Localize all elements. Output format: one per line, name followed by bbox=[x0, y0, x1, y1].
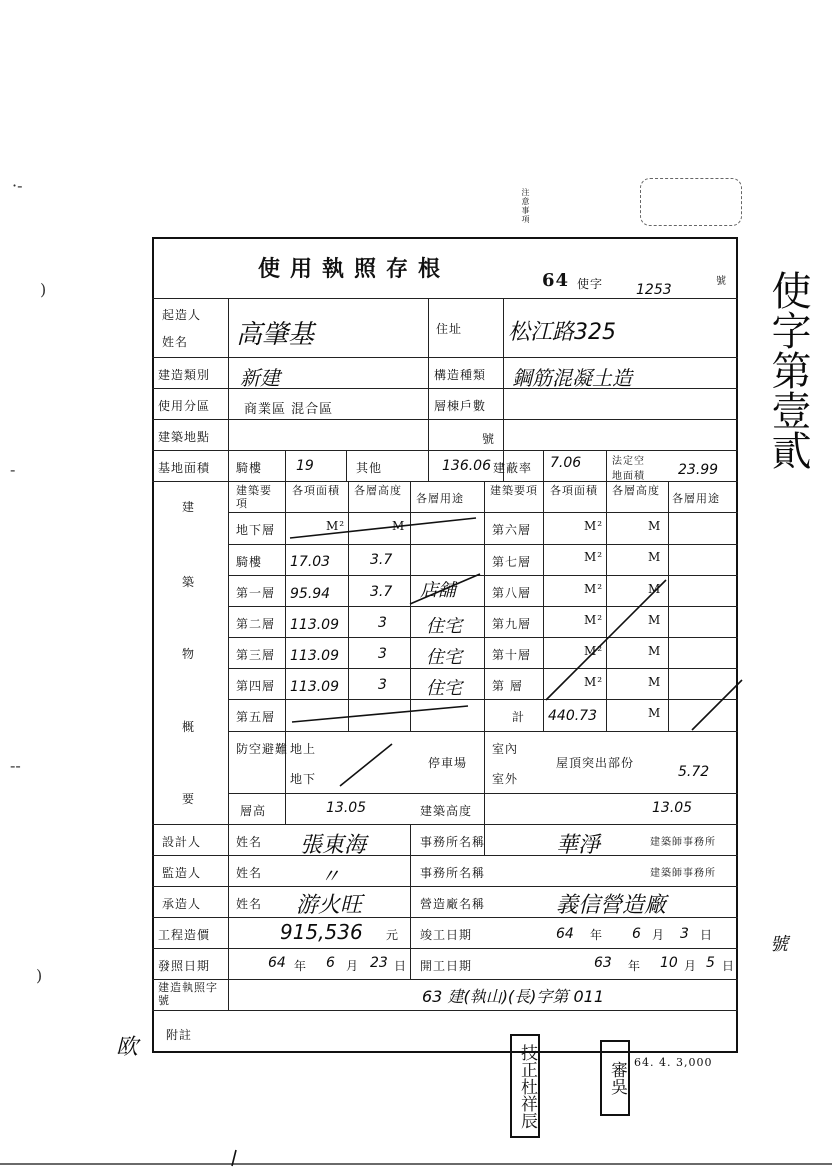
side-mark: 欧 bbox=[116, 1035, 139, 1060]
value-builder-address: 松江路325 bbox=[508, 320, 616, 345]
value-total-area: 440.73 bbox=[548, 708, 597, 724]
label-building-height: 建築高度 bbox=[420, 804, 473, 818]
completion-year-label: 年 bbox=[590, 928, 604, 942]
value-f3-height: 3 bbox=[378, 646, 387, 662]
label-other: 其他 bbox=[356, 461, 383, 475]
label-lot-no: 號 bbox=[482, 432, 496, 446]
permit-year: 64 bbox=[542, 270, 570, 291]
label-factory-name: 營造廠名稱 bbox=[420, 897, 486, 911]
label-building-2: 築 bbox=[182, 575, 196, 589]
label-building-5: 要 bbox=[182, 792, 196, 806]
issue-day-label: 日 bbox=[394, 959, 408, 973]
label-roof: 屋頂突出部份 bbox=[556, 756, 635, 770]
label-structure: 構造種類 bbox=[434, 368, 487, 382]
label-air-defense: 防空避難 bbox=[236, 742, 289, 756]
floor-label-9: 第九層 bbox=[492, 617, 532, 631]
unit-m-r4: M bbox=[648, 613, 662, 627]
unit-m2-r4: M² bbox=[584, 613, 604, 627]
start-year: 63 bbox=[594, 955, 612, 971]
right-note: 使字第壹貳 bbox=[765, 270, 811, 470]
value-f2-height: 3 bbox=[378, 615, 387, 631]
value-coverage: 7.06 bbox=[550, 455, 582, 471]
value-arcade-height: 3.7 bbox=[370, 552, 393, 568]
value-builder-name: 高肇基 bbox=[236, 320, 315, 350]
value-f4-area: 113.09 bbox=[290, 679, 339, 695]
label-arcade: 騎樓 bbox=[236, 461, 263, 475]
label-cost: 工程造價 bbox=[158, 928, 211, 942]
label-legal-open: 法定空地面積 bbox=[612, 456, 645, 482]
value-structure: 鋼筋混凝土造 bbox=[512, 366, 632, 390]
floor-label-2: 第二層 bbox=[236, 617, 276, 631]
value-roof: 5.72 bbox=[678, 764, 710, 780]
header-height: 各層高度 bbox=[354, 484, 402, 497]
header-height-2: 各層高度 bbox=[612, 484, 660, 497]
floor-label-10: 第十層 bbox=[492, 648, 532, 662]
completion-year: 64 bbox=[556, 926, 574, 942]
label-arch-office: 建築師事務所 bbox=[650, 837, 716, 848]
form-title: 使用執照存根 bbox=[258, 256, 451, 282]
completion-day-label: 日 bbox=[700, 928, 714, 942]
footer-print: 64. 4. 3,000 bbox=[634, 1056, 713, 1069]
value-f1-height: 3.7 bbox=[370, 584, 393, 600]
margin-mark: ) bbox=[36, 966, 43, 985]
unit-m: M bbox=[392, 519, 406, 533]
unit-m-r: M bbox=[648, 519, 662, 533]
label-arch-office-2: 建築師事務所 bbox=[650, 868, 716, 879]
value-designer: 張東海 bbox=[300, 833, 367, 858]
value-arcade-area: 17.03 bbox=[290, 554, 331, 570]
cost-unit: 元 bbox=[386, 928, 400, 942]
floor-label-8: 第八層 bbox=[492, 586, 532, 600]
unit-m-r2: M bbox=[648, 550, 662, 564]
right-note-2: 號 bbox=[770, 934, 788, 955]
unit-m2-r6: M² bbox=[584, 675, 604, 689]
label-building-4: 概 bbox=[182, 720, 196, 734]
value-site-area: 19 bbox=[296, 458, 314, 474]
value-f4-height: 3 bbox=[378, 677, 387, 693]
value-designer-office: 華淨 bbox=[556, 833, 601, 858]
stamp-inspector: 技正杜祥辰 bbox=[510, 1034, 540, 1138]
value-f2-use: 住宅 bbox=[426, 616, 462, 637]
unit-m-r3: M bbox=[648, 582, 662, 596]
unit-m2-r3: M² bbox=[584, 582, 604, 596]
label-supervisor: 監造人 bbox=[162, 866, 202, 880]
label-designer-name: 姓名 bbox=[236, 835, 263, 849]
value-other-area: 136.06 bbox=[442, 458, 491, 474]
label-permit-ref: 建造執照字號 bbox=[158, 981, 218, 1007]
value-permit-ref: 63 建(執山)(長)字第 011 bbox=[422, 987, 605, 1006]
value-f1-use: 店舖 bbox=[420, 580, 456, 601]
unit-m2-r5: M² bbox=[584, 644, 604, 658]
label-coverage: 建蔽率 bbox=[493, 461, 533, 475]
header-use-2: 各層用途 bbox=[672, 492, 720, 505]
value-f1-area: 95.94 bbox=[290, 586, 331, 602]
unit-m-r5: M bbox=[648, 644, 662, 658]
floor-label-arcade: 騎樓 bbox=[236, 555, 263, 569]
label-site-area: 基地面積 bbox=[158, 461, 211, 475]
label-outdoor: 室外 bbox=[492, 772, 519, 786]
value-f2-area: 113.09 bbox=[290, 617, 339, 633]
start-month: 10 bbox=[660, 955, 678, 971]
completion-month: 6 bbox=[632, 926, 641, 942]
value-building-height: 13.05 bbox=[652, 800, 693, 816]
margin-mark: - bbox=[10, 460, 16, 479]
floor-label-6: 第六層 bbox=[492, 523, 532, 537]
label-build-type: 建造類別 bbox=[158, 368, 211, 382]
value-contractor: 游火旺 bbox=[296, 893, 363, 918]
margin-mark: ·- bbox=[12, 176, 23, 195]
label-office-name-2: 事務所名稱 bbox=[420, 866, 486, 880]
value-f3-area: 113.09 bbox=[290, 648, 339, 664]
label-floor-height: 層高 bbox=[240, 804, 267, 818]
issue-day: 23 bbox=[370, 955, 388, 971]
floor-label-1: 第一層 bbox=[236, 586, 276, 600]
permit-suffix: 號 bbox=[716, 276, 727, 287]
value-build-type: 新建 bbox=[240, 366, 280, 390]
completion-day: 3 bbox=[680, 926, 689, 942]
value-supervisor: 〃 bbox=[320, 864, 340, 888]
label-completion: 竣工日期 bbox=[420, 928, 473, 942]
start-year-label: 年 bbox=[628, 959, 642, 973]
header-items: 建築要項 bbox=[236, 484, 272, 510]
floor-label-5: 第五層 bbox=[236, 710, 276, 724]
label-ground: 地上 bbox=[290, 742, 317, 756]
start-day: 5 bbox=[706, 955, 715, 971]
header-items-2: 建築要項 bbox=[490, 484, 538, 497]
header-area-2: 各項面積 bbox=[550, 484, 598, 497]
unit-m-r7: M bbox=[648, 706, 662, 720]
permit-number: 1253 bbox=[636, 282, 672, 298]
label-building-3: 物 bbox=[182, 647, 196, 661]
value-zone: 商業區 混合區 bbox=[244, 402, 334, 417]
label-contractor: 承造人 bbox=[162, 897, 202, 911]
label-name: 姓名 bbox=[162, 335, 189, 349]
label-contractor-name: 姓名 bbox=[236, 897, 263, 911]
floor-label-3: 第三層 bbox=[236, 648, 276, 662]
top-note-1: 注意事項 bbox=[521, 188, 530, 224]
issue-year-label: 年 bbox=[294, 959, 308, 973]
unit-m2: M² bbox=[326, 519, 346, 533]
label-office-name: 事務所名稱 bbox=[420, 835, 486, 849]
stamp-reviewer: 審吳 bbox=[600, 1040, 630, 1116]
label-site-location: 建築地點 bbox=[158, 430, 211, 444]
floor-label-total: 計 bbox=[512, 710, 526, 724]
label-designer: 設計人 bbox=[162, 835, 202, 849]
start-month-label: 月 bbox=[684, 959, 698, 973]
header-area: 各項面積 bbox=[292, 484, 340, 497]
value-cost: 915,536 bbox=[280, 920, 363, 944]
label-parking: 停車場 bbox=[428, 756, 468, 770]
unit-m2-r2: M² bbox=[584, 550, 604, 564]
header-use: 各層用途 bbox=[416, 492, 464, 505]
label-zone: 使用分區 bbox=[158, 399, 211, 413]
label-building-1: 建 bbox=[182, 500, 196, 514]
issue-month: 6 bbox=[326, 955, 335, 971]
label-underground: 地下 bbox=[290, 772, 317, 786]
label-supervisor-name: 姓名 bbox=[236, 866, 263, 880]
label-remarks: 附註 bbox=[166, 1028, 193, 1042]
start-day-label: 日 bbox=[722, 959, 736, 973]
label-floors-units: 層棟戶數 bbox=[434, 399, 487, 413]
completion-month-label: 月 bbox=[652, 928, 666, 942]
label-issue-date: 發照日期 bbox=[158, 959, 211, 973]
floor-label-b: 地下層 bbox=[236, 523, 276, 537]
margin-mark: ) bbox=[40, 280, 47, 299]
unit-m2-r: M² bbox=[584, 519, 604, 533]
value-f3-use: 住宅 bbox=[426, 647, 462, 668]
value-open-area: 23.99 bbox=[678, 462, 719, 478]
issue-year: 64 bbox=[268, 955, 286, 971]
label-builder: 起造人 bbox=[162, 308, 202, 322]
value-factory: 義信營造廠 bbox=[556, 893, 667, 918]
floor-label-n: 第 層 bbox=[492, 679, 523, 693]
unit-m-r6: M bbox=[648, 675, 662, 689]
floor-label-4: 第四層 bbox=[236, 679, 276, 693]
label-indoor: 室內 bbox=[492, 742, 519, 756]
value-floor-height: 13.05 bbox=[326, 800, 367, 816]
permit-word: 使字 bbox=[577, 277, 604, 291]
label-start: 開工日期 bbox=[420, 959, 473, 973]
value-f4-use: 住宅 bbox=[426, 678, 462, 699]
label-address: 住址 bbox=[436, 322, 463, 336]
margin-mark: -- bbox=[10, 756, 21, 775]
issue-month-label: 月 bbox=[346, 959, 360, 973]
floor-label-7: 第七層 bbox=[492, 555, 532, 569]
